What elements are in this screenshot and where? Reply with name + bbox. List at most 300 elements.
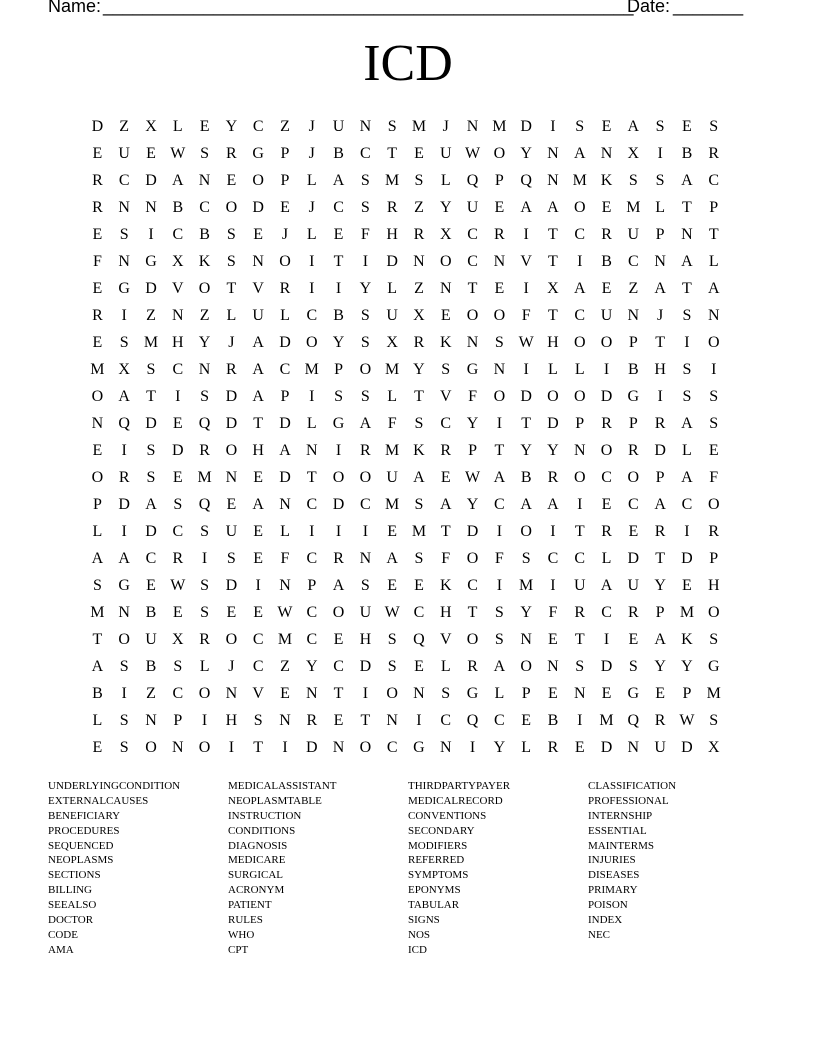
grid-row <box>84 356 727 383</box>
grid-letter: J <box>657 307 664 324</box>
word-item: INSTRUCTION <box>228 809 302 822</box>
grid-letter: D <box>145 280 157 297</box>
grid-letter: O <box>466 307 479 324</box>
grid-letter: E <box>172 469 183 486</box>
grid-letter: T <box>306 469 317 486</box>
grid-letter: B <box>145 658 157 675</box>
grid-letter: T <box>414 388 424 405</box>
grid-letter: Y <box>225 118 238 135</box>
grid-letter: Z <box>146 307 156 324</box>
grid-letter: A <box>681 172 693 189</box>
grid-letter: D <box>654 442 666 459</box>
grid-letter: N <box>547 172 559 189</box>
grid-letter: M <box>626 199 641 216</box>
grid-letter: I <box>496 523 503 540</box>
grid-letter: I <box>309 253 315 270</box>
grid-letter: A <box>493 658 506 675</box>
grid-letter: C <box>574 550 586 567</box>
grid-letter: I <box>201 550 208 567</box>
word-item: NEOPLASMS <box>48 854 114 867</box>
grid-letter: N <box>118 253 130 270</box>
grid-letter: H <box>252 442 264 459</box>
grid-letter: D <box>520 118 532 135</box>
grid-letter: R <box>360 442 371 459</box>
word-item: INTERNSHIP <box>588 809 653 822</box>
grid-letter: K <box>600 172 613 189</box>
grid-letter: T <box>440 523 451 540</box>
grid-letter: D <box>279 469 291 486</box>
grid-letter: R <box>199 442 210 459</box>
grid-letter: A <box>707 280 720 297</box>
grid-letter: T <box>387 145 398 162</box>
grid-letter: C <box>360 145 371 162</box>
grid-letter: H <box>359 631 372 648</box>
grid-letter: C <box>413 604 425 621</box>
grid-letter: U <box>386 307 398 324</box>
grid-letter: C <box>306 604 318 621</box>
grid-letter: E <box>601 280 612 297</box>
word-item: NEC <box>588 928 610 941</box>
name-label: Name: <box>48 0 102 16</box>
grid-letter: U <box>252 307 264 324</box>
grid-letter: O <box>118 631 130 648</box>
grid-letter: R <box>118 469 130 486</box>
grid-letter: R <box>547 739 559 756</box>
grid-letter: Y <box>466 496 479 513</box>
grid-letter: A <box>252 334 264 351</box>
grid-letter: I <box>577 712 583 729</box>
grid-letter: C <box>252 118 264 135</box>
grid-letter: A <box>172 172 184 189</box>
grid-letter: M <box>411 118 427 135</box>
grid-letter: E <box>333 712 344 729</box>
grid-row <box>84 383 727 410</box>
grid-letter: W <box>518 334 534 351</box>
grid-letter: G <box>466 361 479 378</box>
grid-letter: E <box>494 199 505 216</box>
grid-letter: R <box>413 226 425 243</box>
grid-letter: O <box>91 388 104 405</box>
grid-row <box>84 680 727 707</box>
grid-letter: K <box>439 334 452 351</box>
grid-letter: N <box>466 334 479 351</box>
word-item: MODIFIERS <box>408 839 468 852</box>
grid-letter: C <box>601 604 612 621</box>
grid-letter: A <box>654 631 666 648</box>
word-item: PROFESSIONAL <box>588 794 669 807</box>
grid-letter: Y <box>413 361 425 378</box>
grid-letter: E <box>92 442 103 459</box>
grid-letter: O <box>439 253 452 270</box>
grid-letter: S <box>119 334 129 351</box>
grid-letter: X <box>547 280 559 297</box>
grid-letter: N <box>520 631 532 648</box>
grid-letter: U <box>359 604 372 621</box>
word-item: PROCEDURES <box>48 824 120 837</box>
grid-letter: O <box>386 685 398 702</box>
grid-letter: H <box>439 604 452 621</box>
grid-letter: U <box>466 199 479 216</box>
grid-letter: S <box>628 658 638 675</box>
grid-letter: Q <box>413 631 425 648</box>
grid-letter: S <box>655 118 665 135</box>
grid-letter: O <box>466 631 479 648</box>
grid-letter: C <box>628 496 639 513</box>
page-title: ICD <box>363 35 453 92</box>
grid-letter: F <box>92 253 102 270</box>
grid-letter: Y <box>466 415 479 432</box>
grid-letter: Z <box>414 199 424 216</box>
grid-letter: I <box>657 145 663 162</box>
grid-letter: H <box>172 334 184 351</box>
grid-letter: A <box>413 469 425 486</box>
grid-letter: F <box>387 415 397 432</box>
grid-letter: C <box>467 253 478 270</box>
grid-letter: A <box>332 577 345 594</box>
grid-letter: T <box>333 253 344 270</box>
grid-letter: I <box>523 280 529 297</box>
grid-row <box>84 194 727 221</box>
grid-letter: I <box>121 685 127 702</box>
grid-letter: D <box>600 388 613 405</box>
grid-letter: F <box>360 226 370 243</box>
grid-letter: T <box>494 442 505 459</box>
grid-letter: V <box>172 280 184 297</box>
grid-letter: I <box>175 388 181 405</box>
grid-letter: E <box>601 199 612 216</box>
grid-letter: S <box>119 712 129 729</box>
grid-row <box>84 491 727 518</box>
grid-letter: E <box>92 334 103 351</box>
grid-letter: B <box>628 361 639 378</box>
grid-letter: O <box>493 388 506 405</box>
grid-letter: I <box>603 361 610 378</box>
grid-letter: P <box>709 199 719 216</box>
grid-letter: C <box>360 496 371 513</box>
word-item: MEDICALASSISTANT <box>228 780 337 792</box>
word-item: CODE <box>48 928 78 941</box>
grid-letter: D <box>172 442 184 459</box>
grid-letter: O <box>279 253 291 270</box>
grid-letter: E <box>280 685 290 702</box>
grid-letter: A <box>279 442 291 459</box>
grid-letter: I <box>362 685 369 702</box>
grid-letter: G <box>466 685 479 702</box>
grid-letter: E <box>414 145 424 162</box>
grid-letter: S <box>334 388 344 405</box>
grid-letter: M <box>519 577 534 594</box>
grid-letter: S <box>521 550 531 567</box>
grid-letter: O <box>493 307 506 324</box>
grid-letter: C <box>440 712 452 729</box>
grid-letter: C <box>172 361 184 378</box>
grid-row <box>84 545 727 572</box>
grid-letter: C <box>172 685 184 702</box>
grid-letter: U <box>145 631 157 648</box>
grid-letter: E <box>333 226 344 243</box>
grid-letter: G <box>707 658 720 675</box>
word-column <box>588 779 768 958</box>
grid-letter: S <box>173 658 183 675</box>
grid-letter: M <box>197 469 212 486</box>
grid-letter: P <box>280 172 290 189</box>
grid-letter: V <box>252 685 264 702</box>
grid-letter: N <box>547 658 559 675</box>
grid-letter: D <box>305 739 318 756</box>
grid-letter: T <box>655 550 666 567</box>
grid-letter: J <box>308 199 315 216</box>
word-item: SURGICAL <box>228 869 284 882</box>
grid-letter: N <box>386 712 398 729</box>
grid-letter: R <box>92 172 103 189</box>
grid-letter: G <box>627 685 640 702</box>
grid-letter: S <box>360 334 370 351</box>
grid-letter: A <box>681 253 693 270</box>
grid-letter: S <box>360 307 370 324</box>
word-item: SIGNS <box>408 914 440 927</box>
grid-letter: A <box>520 496 532 513</box>
grid-letter: C <box>252 631 264 648</box>
grid-letter: T <box>467 604 478 621</box>
grid-letter: E <box>628 523 639 540</box>
grid-row <box>84 329 727 356</box>
grid-letter: R <box>574 604 586 621</box>
grid-letter: V <box>439 631 452 648</box>
word-item: EXTERNALCAUSES <box>48 794 149 807</box>
grid-letter: R <box>654 415 666 432</box>
grid-letter: X <box>386 334 398 351</box>
grid-letter: L <box>574 361 585 378</box>
grid-letter: E <box>655 685 666 702</box>
grid-letter: D <box>279 415 291 432</box>
word-item: CPT <box>228 943 249 956</box>
grid-letter: N <box>654 253 666 270</box>
word-item: PATIENT <box>228 899 272 912</box>
grid-letter: E <box>92 280 103 297</box>
grid-letter: W <box>465 145 481 162</box>
grid-letter: R <box>628 604 639 621</box>
word-item: AMA <box>48 943 74 956</box>
grid-letter: I <box>550 577 556 594</box>
grid-letter: S <box>414 550 424 567</box>
grid-letter: A <box>627 118 640 135</box>
grid-letter: N <box>439 739 452 756</box>
grid-letter: I <box>657 388 663 405</box>
grid-letter: P <box>655 469 665 486</box>
grid-letter: S <box>119 226 129 243</box>
grid-letter: T <box>146 388 156 405</box>
word-column <box>408 779 588 958</box>
grid-letter: D <box>91 118 104 135</box>
grid-letter: C <box>574 307 586 324</box>
grid-letter: Q <box>627 712 640 729</box>
grid-letter: I <box>121 442 127 459</box>
grid-letter: S <box>200 523 210 540</box>
grid-letter: Z <box>280 118 290 135</box>
grid-letter: C <box>440 415 452 432</box>
grid-letter: L <box>548 361 558 378</box>
grid-letter: P <box>173 712 183 729</box>
grid-letter: N <box>413 685 425 702</box>
grid-letter: J <box>442 118 449 135</box>
grid-letter: N <box>225 685 238 702</box>
grid-row <box>84 518 727 545</box>
grid-letter: R <box>654 712 666 729</box>
grid-letter: E <box>92 226 103 243</box>
grid-letter: J <box>281 226 289 243</box>
grid-letter: E <box>494 280 505 297</box>
grid-row <box>84 437 727 464</box>
grid-row <box>84 734 727 761</box>
grid-letter: S <box>709 388 719 405</box>
grid-letter: N <box>439 280 452 297</box>
grid-letter: Y <box>359 280 372 297</box>
grid-letter: N <box>359 550 372 567</box>
grid-letter: P <box>628 415 638 432</box>
grid-letter: D <box>332 496 345 513</box>
grid-letter: P <box>280 388 290 405</box>
grid-letter: S <box>146 469 156 486</box>
grid-letter: O <box>225 199 238 216</box>
grid-letter: Z <box>119 118 130 135</box>
grid-letter: M <box>679 604 695 621</box>
grid-letter: I <box>335 523 342 540</box>
grid-letter: R <box>333 550 344 567</box>
grid-letter: D <box>252 199 264 216</box>
grid-letter: R <box>306 712 318 729</box>
grid-letter: Y <box>198 334 211 351</box>
grid-letter: S <box>119 739 129 756</box>
grid-letter: O <box>145 739 157 756</box>
grid-letter: I <box>362 253 369 270</box>
grid-letter: U <box>225 523 238 540</box>
grid-row <box>84 464 727 491</box>
grid-letter: I <box>577 496 583 513</box>
grid-letter: P <box>682 685 692 702</box>
grid-letter: B <box>547 712 559 729</box>
grid-letter: U <box>627 577 640 594</box>
grid-letter: W <box>679 712 695 729</box>
word-item: REFERRED <box>408 854 465 867</box>
grid-letter: E <box>226 496 237 513</box>
grid-letter: I <box>523 226 529 243</box>
grid-letter: M <box>90 361 105 378</box>
word-item: ESSENTIAL <box>588 824 647 837</box>
grid-letter: Q <box>198 496 211 513</box>
grid-letter: O <box>225 442 238 459</box>
grid-letter: G <box>332 415 345 432</box>
word-item: TABULAR <box>408 899 460 912</box>
grid-letter: S <box>200 145 210 162</box>
grid-letter: E <box>226 604 237 621</box>
grid-letter: E <box>414 577 424 594</box>
grid-letter: S <box>441 361 451 378</box>
grid-letter: S <box>387 658 397 675</box>
grid-letter: N <box>466 118 479 135</box>
grid-letter: E <box>172 415 183 432</box>
grid-letter: R <box>92 199 103 216</box>
grid-letter: A <box>573 145 586 162</box>
grid-letter: I <box>335 442 342 459</box>
grid-letter: Y <box>520 442 532 459</box>
grid-letter: S <box>387 631 397 648</box>
grid-letter: W <box>384 604 400 621</box>
grid-letter: M <box>492 118 507 135</box>
word-item: DISEASES <box>588 869 640 882</box>
grid-letter: O <box>359 361 372 378</box>
grid-letter: U <box>627 226 640 243</box>
grid-letter: W <box>465 469 481 486</box>
grid-letter: Y <box>493 739 506 756</box>
grid-letter: N <box>573 442 586 459</box>
grid-letter: S <box>226 226 236 243</box>
word-item: DIAGNOSIS <box>228 839 288 852</box>
grid-letter: T <box>226 280 237 297</box>
grid-letter: F <box>709 469 719 486</box>
grid-letter: U <box>439 145 452 162</box>
grid-letter: N <box>413 253 425 270</box>
grid-letter: E <box>440 469 451 486</box>
grid-letter: S <box>441 685 451 702</box>
grid-letter: N <box>225 469 238 486</box>
grid-letter: E <box>682 577 692 594</box>
grid-letter: O <box>225 631 238 648</box>
grid-letter: L <box>226 307 237 324</box>
grid-letter: S <box>682 388 692 405</box>
grid-letter: C <box>467 226 478 243</box>
grid-letter: Y <box>654 658 666 675</box>
grid-letter: M <box>385 442 400 459</box>
grid-letter: N <box>118 604 130 621</box>
grid-letter: D <box>145 523 157 540</box>
grid-letter: O <box>707 604 720 621</box>
word-item: ICD <box>408 943 427 956</box>
grid-letter: C <box>333 199 344 216</box>
grid-letter: C <box>467 577 478 594</box>
grid-letter: S <box>414 415 424 432</box>
word-item: UNDERLYINGCONDITION <box>48 780 181 792</box>
grid-letter: R <box>440 442 452 459</box>
grid-letter: R <box>279 280 291 297</box>
grid-row <box>84 221 727 248</box>
grid-letter: L <box>172 118 183 135</box>
grid-letter: B <box>333 145 344 162</box>
grid-letter: L <box>521 739 532 756</box>
grid-letter: A <box>145 496 157 513</box>
grid-letter: E <box>172 604 183 621</box>
grid-letter: S <box>709 118 719 135</box>
grid-letter: Y <box>332 334 345 351</box>
grid-letter: D <box>600 658 613 675</box>
grid-row <box>84 653 727 680</box>
grid-letter: R <box>601 415 612 432</box>
grid-letter: S <box>709 631 719 648</box>
grid-letter: Q <box>198 415 211 432</box>
grid-letter: L <box>280 523 290 540</box>
grid-letter: D <box>386 253 398 270</box>
grid-letter: P <box>494 172 504 189</box>
grid-letter: E <box>521 712 532 729</box>
grid-letter: P <box>92 496 102 513</box>
grid-letter: N <box>359 118 372 135</box>
grid-letter: N <box>279 712 291 729</box>
grid-letter: R <box>628 442 639 459</box>
grid-letter: S <box>628 172 638 189</box>
grid-letter: N <box>493 253 506 270</box>
grid-letter: S <box>119 658 129 675</box>
grid-letter: B <box>520 469 532 486</box>
grid-letter: A <box>681 415 693 432</box>
